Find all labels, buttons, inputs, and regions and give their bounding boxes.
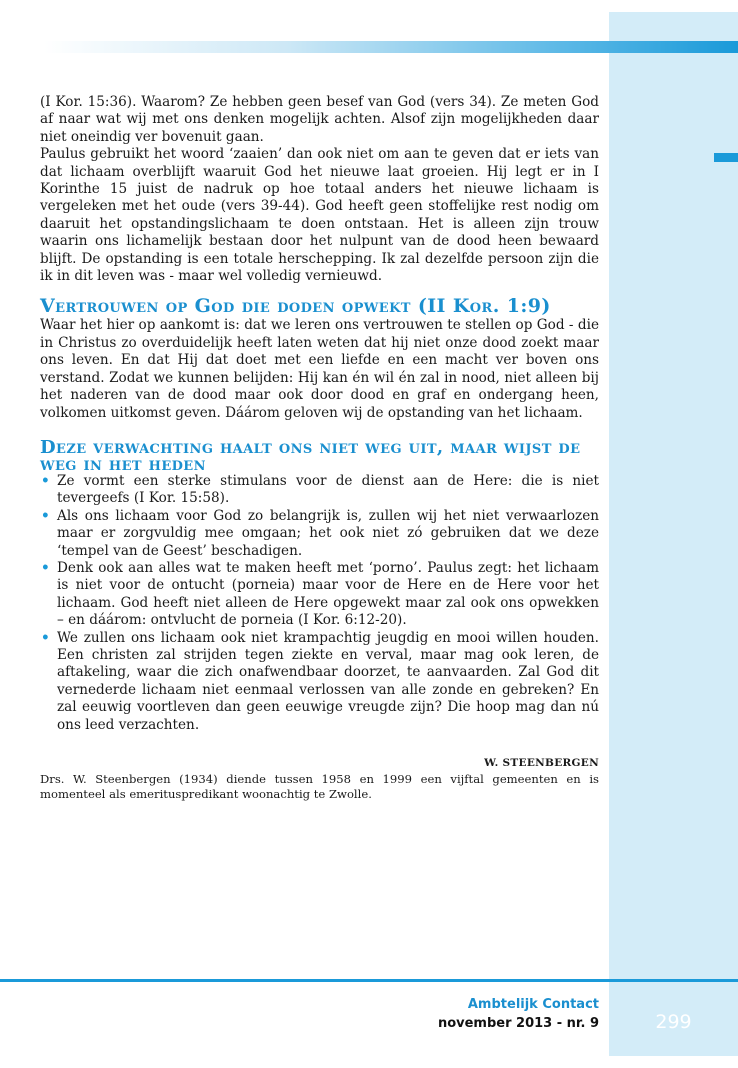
right-margin-band bbox=[609, 12, 738, 1056]
bullet-list bbox=[40, 473, 599, 734]
bullet-icon: • bbox=[41, 629, 50, 646]
article-body bbox=[40, 94, 599, 802]
author-name: W. STEENBERGEN bbox=[484, 757, 599, 769]
list-item-text: Denk ook aan alles wat te maken heeft met ‘porno’. Paulus zegt: het lichaam is niet voor de ontucht (porneia) maar voor de Here en de Here voor het lichaam. God heeft niet alleen de Here opgewekt maar zal ook ons opwekken – en dáárom: ontvlucht de porneia (I Kor. 6:12-20). bbox=[57, 559, 599, 629]
list-item bbox=[40, 630, 599, 734]
section-heading: Vertrouwen op God die doden opwekt (II Kor. 1:9) bbox=[40, 295, 551, 318]
journal-info bbox=[438, 995, 599, 1033]
footer-divider bbox=[0, 979, 738, 982]
issue-label: november 2013 - nr. 9 bbox=[437, 1016, 599, 1031]
page-number: 299 bbox=[655, 1011, 692, 1033]
section-paragraph: Waar het hier op aankomt is: dat we leren ons vertrouwen te stellen op God - die in Christus zo overduidelijk heeft laten weten dat hij niet onze dood zoekt maar ons leven. En dat Hij dat doet met een liefde en een macht ver boven ons verstand. Zodat we kunnen belijden: Hij kan én wil én zal in nood, niet alleen bij het naderen van de dood maar ook door dood en graf en ondergang heen, volkomen uitkomst geven. Dáárom geloven wij de opstanding van het lichaam. bbox=[40, 317, 599, 421]
intro-paragraph: (I Kor. 15:36). Waarom? Ze hebben geen besef van God (vers 34). Ze meten God af naar wat wij met ons denken mogelijk achten. Alsof zijn mogelijkheden daar niet oneindig ver bovenuit gaan. bbox=[40, 94, 599, 145]
author-bio: Drs. W. Steenbergen (1934) diende tussen 1958 en 1999 een vijftal gemeenten en is momenteel als emerituspredikant woonachtig te Zwolle. bbox=[40, 772, 599, 802]
list-item-text: Ze vormt een sterke stimulans voor de dienst aan de Here: die is niet tevergeefs (I Kor. 15:58). bbox=[57, 472, 599, 507]
top-gradient-bar bbox=[44, 41, 738, 53]
intro-paragraph: Paulus gebruikt het woord ‘zaaien’ dan ook niet om aan te geven dat er iets van dat lichaam overblijft waaruit God het nieuwe laat groeien. Hij legt er in I Korinthe 15 juist de nadruk op hoe totaal anders het nieuwe lichaam is vergeleken met het oude (vers 39-44). God heeft geen stoffelijke rest nodig om daaruit het opstandingslichaam te doen ontstaan. Het is alleen zijn trouw waarin ons lichamelijk bestaan door het nulpunt van de dood heen bewaard blijft. De opstanding is een totale herschepping. Ik zal dezelfde persoon zijn die ik in dit leven was - maar wel volledig vernieuwd. bbox=[40, 146, 599, 285]
bullet-icon: • bbox=[41, 472, 50, 489]
list-item-text: Als ons lichaam voor God zo belangrijk is, zullen wij het niet verwaarlozen maar er zorgvuldig mee omgaan; het ook niet zó gebruiken dat we deze ‘tempel van de Geest’ beschadigen. bbox=[57, 507, 599, 559]
journal-name: Ambtelijk Contact bbox=[467, 997, 599, 1012]
list-item bbox=[40, 560, 599, 630]
list-item bbox=[40, 508, 599, 560]
bullet-icon: • bbox=[41, 507, 50, 524]
bullet-icon: • bbox=[41, 559, 50, 576]
section-heading: Deze verwachting haalt ons niet weg uit, maar wijst de weg in het heden bbox=[40, 436, 581, 475]
list-item-text: We zullen ons lichaam ook niet krampachtig jeugdig en mooi willen houden. Een christen zal strijden tegen ziekte en verval, maar mag ook leren, de aftakeling, waar die zich onafwendbaar doorzet, te aanvaarden. Zal God dit vernederde lichaam niet eenmaal verlossen van alle zonde en gebreken? En zal eeuwig voortleven dan geen eeuwige vreugde zijn? Die hoop mag dan nú ons leed verzachten. bbox=[57, 629, 599, 733]
list-item bbox=[40, 473, 599, 508]
side-marker bbox=[714, 153, 738, 162]
